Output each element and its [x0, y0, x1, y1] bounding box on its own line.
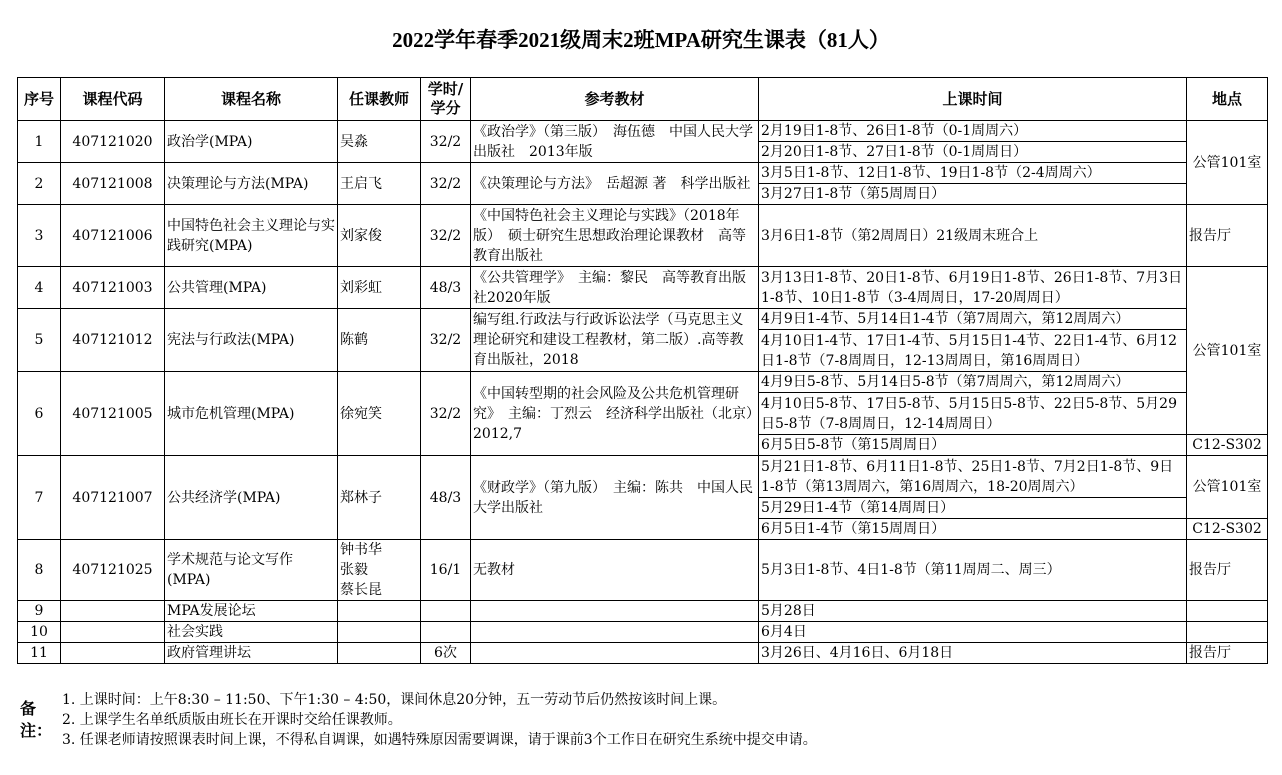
note-item: 3. 任课老师请按照课表时间上课，不得私自调课，如遇特殊原因需要调课，请于课前3个工作日在研究生系统中提交申请。 [62, 732, 817, 748]
table-row: 3 407121006 中国特色社会主义理论与实践研究(MPA) 刘家俊 32/2 《中国特色社会主义理论与实践》（2018年版） 硕士研究生思想政治理论课教材 高等教育出版社 3月6日1-8节（第2周周日）21级周末班合上 报告厅 [18, 205, 1268, 267]
header-place: 地点 [1187, 78, 1268, 121]
header-textbook: 参考教材 [471, 78, 759, 121]
table-row: 6 407121005 城市危机管理(MPA) 徐宛笑 32/2 《中国转型期的社会风险及公共危机管理研究》 主编：丁烈云 经济科学出版社（北京） 2012,7 4月9日5-8节、5月14日5-8节（第7周周六，第12周周六） [18, 372, 1268, 393]
table-row: 2 407121008 决策理论与方法(MPA) 王启飞 32/2 《决策理论与方法》 岳超源 著 科学出版社 3月5日1-8节、12日1-8节、19日1-8节（2-4周周六） [18, 163, 1268, 184]
place-cell: 报告厅 [1187, 540, 1268, 601]
place-cell: 公管101室 [1187, 121, 1268, 205]
place-cell: C12-S302 [1187, 519, 1268, 540]
page-title: 2022学年春季2021级周末2班MPA研究生课表（81人） [392, 28, 890, 52]
table-row: 9 MPA发展论坛 5月28日 [18, 601, 1268, 622]
header-row [18, 78, 1268, 121]
place-cell: 公管101室 [1187, 456, 1268, 519]
table-row: 8 407121025 学术规范与论文写作(MPA) 钟书华 张毅 蔡长昆 16/1 无教材 5月3日1-8节、4日1-8节（第11周周二、周三） 报告厅 [18, 540, 1268, 601]
header-name: 课程名称 [165, 78, 338, 121]
header-time: 上课时间 [759, 78, 1187, 121]
place-cell: 报告厅 [1187, 643, 1268, 664]
header-no: 序号 [18, 78, 61, 121]
table-row: 4 407121003 公共管理(MPA) 刘彩虹 48/3 《公共管理学》 主编：黎民 高等教育出版社2020年版 3月13日1-8节、20日1-8节、6月19日1-8节、26日1-8节、7月3日1-8节、10日1-8节（3-4周周日，17-20周周日） 公管101室 [18, 267, 1268, 309]
notes-list [62, 690, 1262, 750]
table-row: 10 社会实践 6月4日 [18, 622, 1268, 643]
place-cell: 公管101室 [1187, 267, 1268, 435]
place-cell: C12-S302 [1187, 435, 1268, 456]
place-cell: 报告厅 [1187, 205, 1268, 267]
table-row: 1 407121020 政治学(MPA) 吴淼 32/2 《政治学》（第三版） 海伍德 中国人民大学出版社 2013年版 2月19日1-8节、26日1-8节（0-1周周六） 公管101室 [18, 121, 1268, 142]
header-teacher: 任课教师 [338, 78, 421, 121]
header-hours: 学时/ 学分 [421, 78, 471, 121]
note-item: 1. 上课时间：上午8:30 – 11:50、下午1:30 – 4:50，课间休息20分钟，五一劳动节后仍然按该时间上课。 [62, 692, 727, 708]
schedule-table: 序号 课程代码 课程名称 任课教师 学时/ 学分 参考教材 上课时间 地点 1 407121020 政治学(MPA) 吴淼 32/2 《政治学》（第三版） 海伍德 中国人民大学出版社 2013年版 2月19日1-8节、26日1-8节（0-1周周六） 公管101室 2月20日1-8节、27日1-8节（0-1周周日） 2 407121008 决策理论与方法(MPA) 王启飞 32/2 《决策理论与方法》 岳超源 著 科学出版社 3月5日1-8节、12日1-8节、19日1-8节（2-4周周六） 3月27日1-8节（第5周周日） 3 407121006 中国特色社会主义理论与实践研究(MPA) 刘家俊 32/2 《中国特色社会主义理论与实践》（2018年版） 硕士研究生思想政治理论课教材 高等教育出版社 3月6日1-8节（第2周周日）21级周末班合上 报告厅 4 407121003 公共管理(MPA) 刘彩虹 48/3 《公共管理学》 主编：黎民 高等教育出版社2020年版 3月13日1-8节、20日1-8节、6月19日1-8节、26日1-8节、7月3日1-8节、10日1-8节（3-4周周日，17-20周周日） 公管101室 5 407121012 宪法与行政法(MPA) 陈鹤 32/2 编写组.行政法与行政诉讼法学（马克思主义理论研究和建设工程教材，第二版）.高等教育出版社，2018 4月9日1-4节、5月14日1-4节（第7周周六，第12周周六） 4月10日1-4节、17日1-4节、5月15日1-4节、22日1-4节、6月12日1-8节（7-8周周日，12-13周周日，第16周周日） 6 407121005 城市危机管理(MPA) 徐宛笑 32/2 《中国转型期的社会风险及公共危机管理研究》 主编：丁烈云 经济科学出版社（北京） 2012,7 4月9日5-8节、5月14日5-8节（第7周周六，第12周周六） 4月10日5-8节、17日5-8节、5月15日5-8节、22日5-8节、5月29日5-8节（7-8周周日，12-14周周日） 6月5日5-8节（第15周周日） C12-S302 7 407121007 公共经济学(MPA) 郑林子 48/3 《财政学》（第九版） 主编：陈共 中国人民大学出版社 5月21日1-8节、6月11日1-8节、25日1-8节、7月2日1-8节、9日1-8节（第13周周六，第16周周六，18-20周周六） 公管101室 5月29日1-4节（第14周周日） 6月5日1-4节（第15周周日） C12-S302 8 407121025 学术规范与论文写作(MPA) 钟书华 张毅 蔡长昆 16/1 无教材 5月3日1-8节、4日1-8节（第11周周二、周三） 报告厅 9 MPA发展论坛 5月28日 10 社会实践 6月4日 11 政府管理讲坛 6次 3月26日、4月16日、6月18日 报告厅 [17, 77, 1268, 664]
header-code: 课程代码 [61, 78, 165, 121]
table-row: 5 407121012 宪法与行政法(MPA) 陈鹤 32/2 编写组.行政法与行政诉讼法学（马克思主义理论研究和建设工程教材，第二版）.高等教育出版社，2018 4月9日1-4节、5月14日1-4节（第7周周六，第12周周六） [18, 309, 1268, 330]
note-item: 2. 上课学生名单纸质版由班长在开课时交给任课教师。 [62, 712, 402, 728]
table-row: 11 政府管理讲坛 6次 3月26日、4月16日、6月18日 报告厅 [18, 643, 1268, 664]
table-row: 7 407121007 公共经济学(MPA) 郑林子 48/3 《财政学》（第九版） 主编：陈共 中国人民大学出版社 5月21日1-8节、6月11日1-8节、25日1-8节、7月2日1-8节、9日1-8节（第13周周六，第16周周六，18-20周周六） 公管101室 [18, 456, 1268, 498]
notes-label: 备注： [20, 699, 53, 740]
